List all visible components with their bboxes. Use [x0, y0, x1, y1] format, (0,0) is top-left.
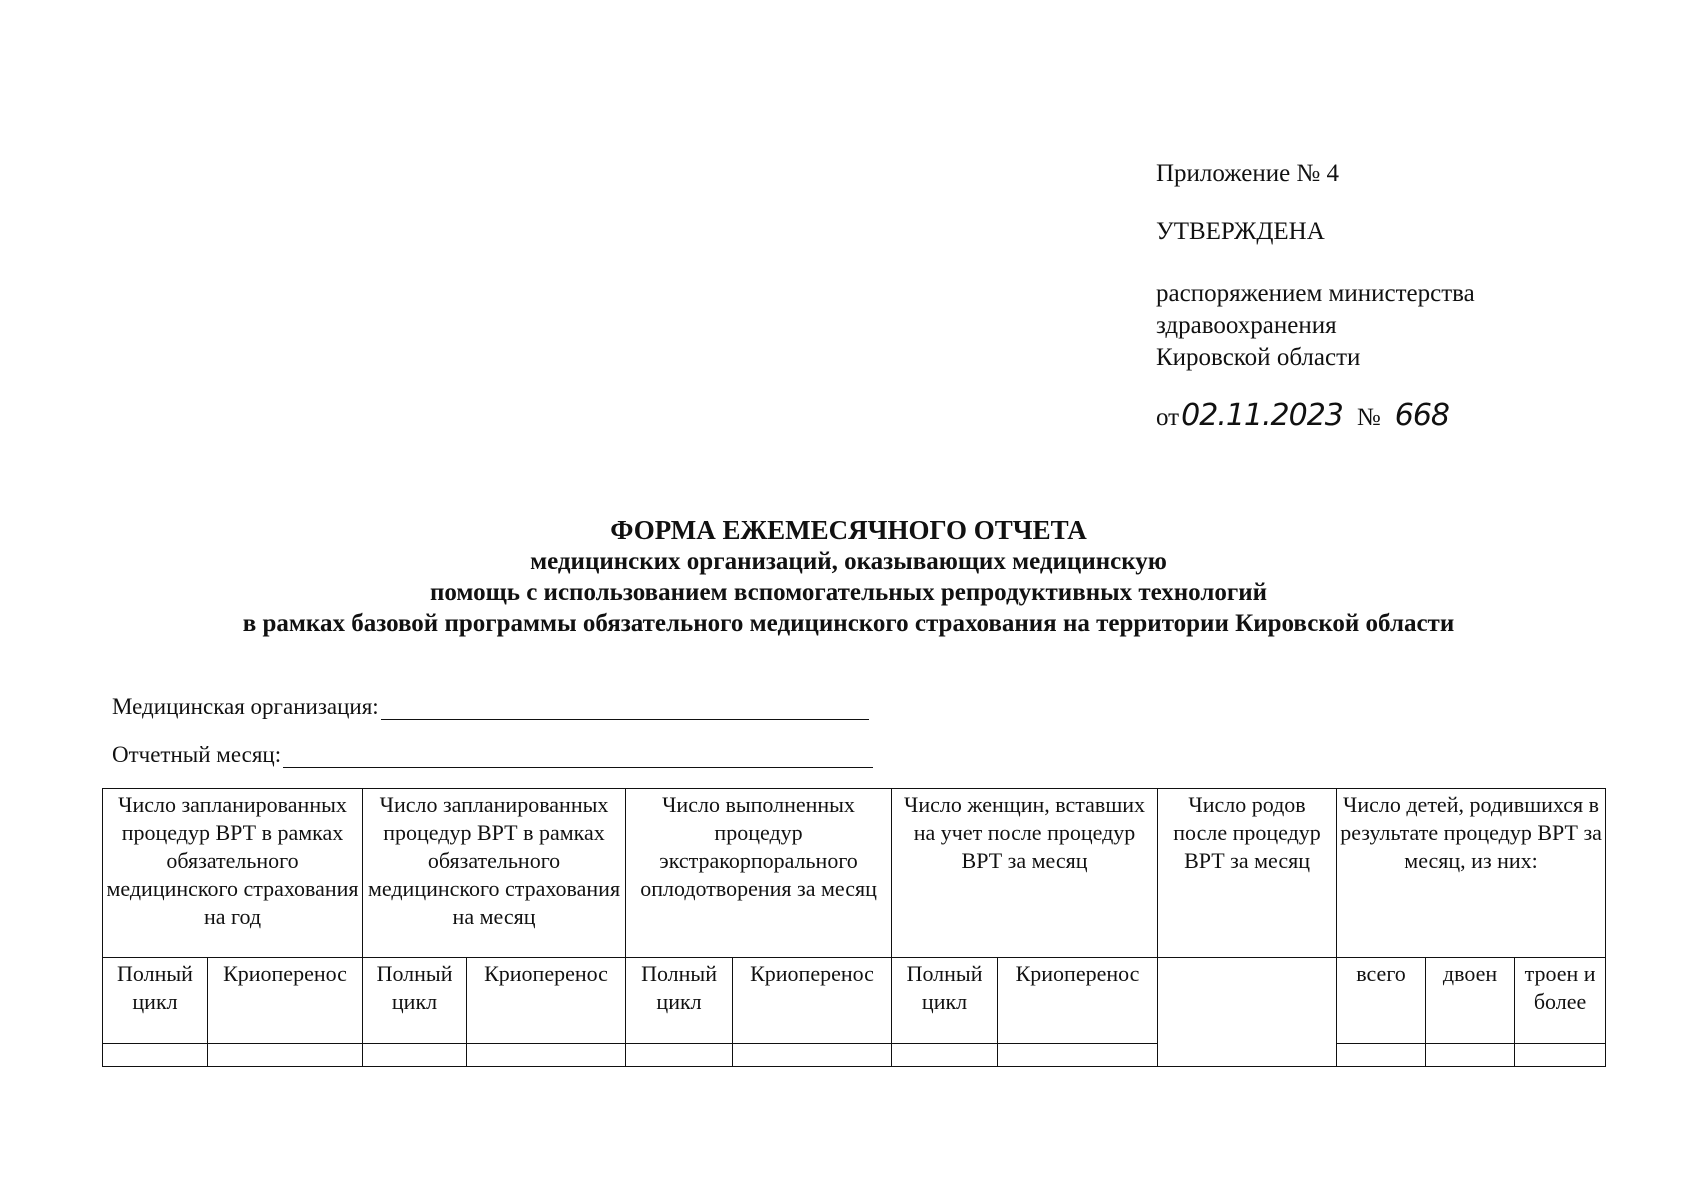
title-line-3: помощь с использованием вспомогательных репродуктивных технологий [430, 579, 1267, 606]
header-planned-year: Число запланированных процедур ВРТ в рамках обязательного медицинского страхования на год [103, 789, 363, 958]
data-cell[interactable] [892, 1044, 998, 1067]
month-input-line[interactable] [283, 743, 873, 768]
organization-input-line[interactable] [381, 695, 869, 720]
title-line-1: ФОРМА ЕЖЕМЕСЯЧНОГО ОТЧЕТА [610, 515, 1087, 545]
sub-cryotransfer: Криоперенос [467, 958, 626, 1044]
report-table [102, 788, 1606, 1067]
from-label: от [1156, 404, 1180, 431]
sub-cryotransfer: Криоперенос [733, 958, 892, 1044]
title-line-4: в рамках базовой программы обязательного медицинского страхования на территории Кировской области [242, 610, 1455, 637]
approval-order [1156, 278, 1576, 374]
month-label: Отчетный месяц: [112, 742, 282, 767]
subheader-row [103, 958, 1606, 1044]
organization-field [112, 694, 869, 720]
organization-label: Медицинская организация: [112, 694, 379, 719]
data-cell[interactable] [103, 1044, 208, 1067]
sub-cryotransfer: Криоперенос [998, 958, 1158, 1044]
order-line-2: здравоохранения [1156, 312, 1337, 339]
sub-full-cycle: Полный цикл [626, 958, 733, 1044]
sub-triplets: троен и более [1515, 958, 1606, 1044]
sub-cryotransfer: Криоперенос [208, 958, 363, 1044]
data-cell[interactable] [208, 1044, 363, 1067]
header-children-born: Число детей, родившихся в результате процедур ВРТ за месяц, из них: [1337, 789, 1606, 958]
form-title [0, 515, 1697, 639]
header-planned-month: Число запланированных процедур ВРТ в рамках обязательного медицинского страхования на месяц [363, 789, 626, 958]
data-cell[interactable] [467, 1044, 626, 1067]
header-row [103, 789, 1606, 958]
handwritten-date: 02.11.2023 [1181, 398, 1343, 433]
header-women-registered: Число женщин, вставших на учет после процедур ВРТ за месяц [892, 789, 1158, 958]
sub-total: всего [1337, 958, 1426, 1044]
data-cell[interactable] [626, 1044, 733, 1067]
order-line-3: Кировской области [1156, 344, 1361, 371]
number-label: № [1356, 404, 1381, 431]
sub-full-cycle: Полный цикл [363, 958, 467, 1044]
appendix-number: Приложение № 4 [1156, 160, 1340, 187]
header-ivf-performed: Число выполненных процедур экстракорпорального оплодотворения за месяц [626, 789, 892, 958]
sub-full-cycle: Полный цикл [103, 958, 208, 1044]
order-line-1: распоряжением министерства [1156, 280, 1475, 307]
data-cell[interactable] [1515, 1044, 1606, 1067]
data-row [103, 1044, 1606, 1067]
data-cell[interactable] [363, 1044, 467, 1067]
births-data-cell[interactable] [1158, 958, 1337, 1067]
data-cell[interactable] [1337, 1044, 1426, 1067]
header-births: Число родов после процедур ВРТ за месяц [1158, 789, 1337, 958]
data-cell[interactable] [998, 1044, 1158, 1067]
sub-twins: двоен [1426, 958, 1515, 1044]
approval-block [1156, 158, 1576, 434]
handwritten-number: 668 [1394, 398, 1450, 433]
month-field [112, 742, 873, 768]
data-cell[interactable] [733, 1044, 892, 1067]
sub-full-cycle: Полный цикл [892, 958, 998, 1044]
approved-stamp: УТВЕРЖДЕНА [1156, 218, 1325, 245]
data-cell[interactable] [1426, 1044, 1515, 1067]
decree-line [1156, 400, 1576, 434]
title-line-2: медицинских организаций, оказывающих медицинскую [530, 548, 1167, 575]
